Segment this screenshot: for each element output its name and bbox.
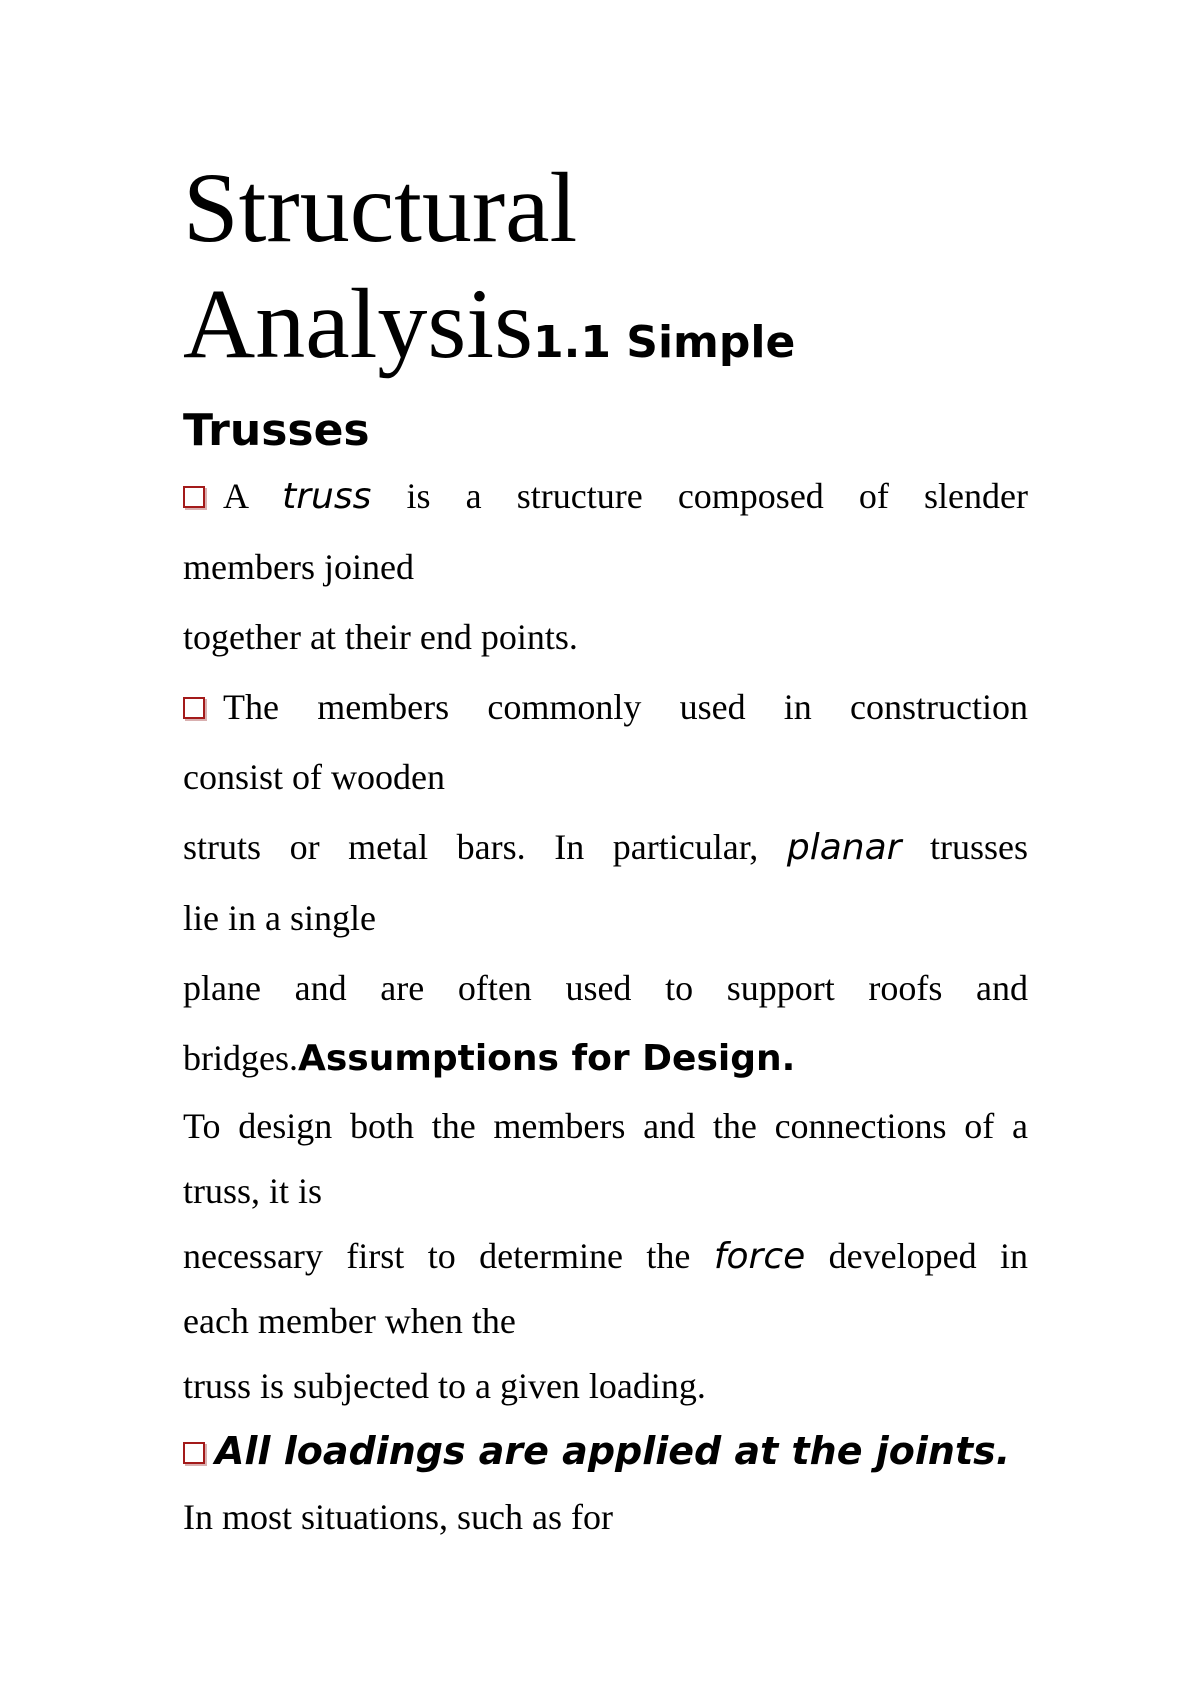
title-line-2: [183, 266, 1028, 401]
text-line: necessary first to determine the force developed in: [183, 1236, 1029, 1277]
text-line: bridges.Assumptions for Design.: [183, 1038, 796, 1079]
emphasis-truss: truss: [282, 476, 372, 517]
text-line: each member when the: [183, 1301, 516, 1341]
section-heading-simple: 1.1 Simple: [533, 317, 796, 368]
text-line: struts or metal bars. In particular, planar trusses: [183, 827, 1029, 868]
text-line: In most situations, such as for: [183, 1497, 613, 1537]
title-structural: Structural: [183, 152, 578, 263]
section-heading-trusses: Trusses: [183, 405, 370, 456]
text-line: To design both the members and the connections of a: [183, 1106, 1028, 1146]
title-analysis: Analysis: [183, 268, 533, 379]
text-line: A truss is a structure composed of slender: [183, 461, 1028, 532]
text-line: The members commonly used in construction: [183, 672, 1028, 742]
emphasis-planar: planar: [786, 827, 902, 868]
paragraph-truss-definition: [183, 461, 1028, 672]
text-line: truss is subjected to a given loading.: [183, 1366, 706, 1406]
text-line: consist of wooden: [183, 757, 445, 797]
heading-loadings: All loadings are applied at the joints.: [215, 1429, 1011, 1473]
text-line: members joined: [183, 547, 414, 587]
paragraph-loadings: [183, 1419, 1028, 1550]
text-line: truss, it is: [183, 1171, 323, 1211]
checkbox-bullet-icon: [183, 1442, 205, 1464]
text-line: [183, 1419, 1028, 1485]
paragraph-design: [183, 1094, 1028, 1419]
checkbox-bullet-icon: [183, 697, 205, 719]
checkbox-bullet-icon: [183, 486, 205, 508]
title-line-1: [183, 150, 1028, 266]
paragraph-members: [183, 672, 1028, 1094]
emphasis-force: force: [713, 1236, 806, 1277]
text-line: plane and are often used to support roofs and: [183, 968, 1028, 1008]
document-page: [183, 150, 1028, 1550]
text-line: lie in a single: [183, 898, 376, 938]
heading-assumptions: Assumptions for Design.: [297, 1038, 796, 1079]
text-line: together at their end points.: [183, 617, 578, 657]
